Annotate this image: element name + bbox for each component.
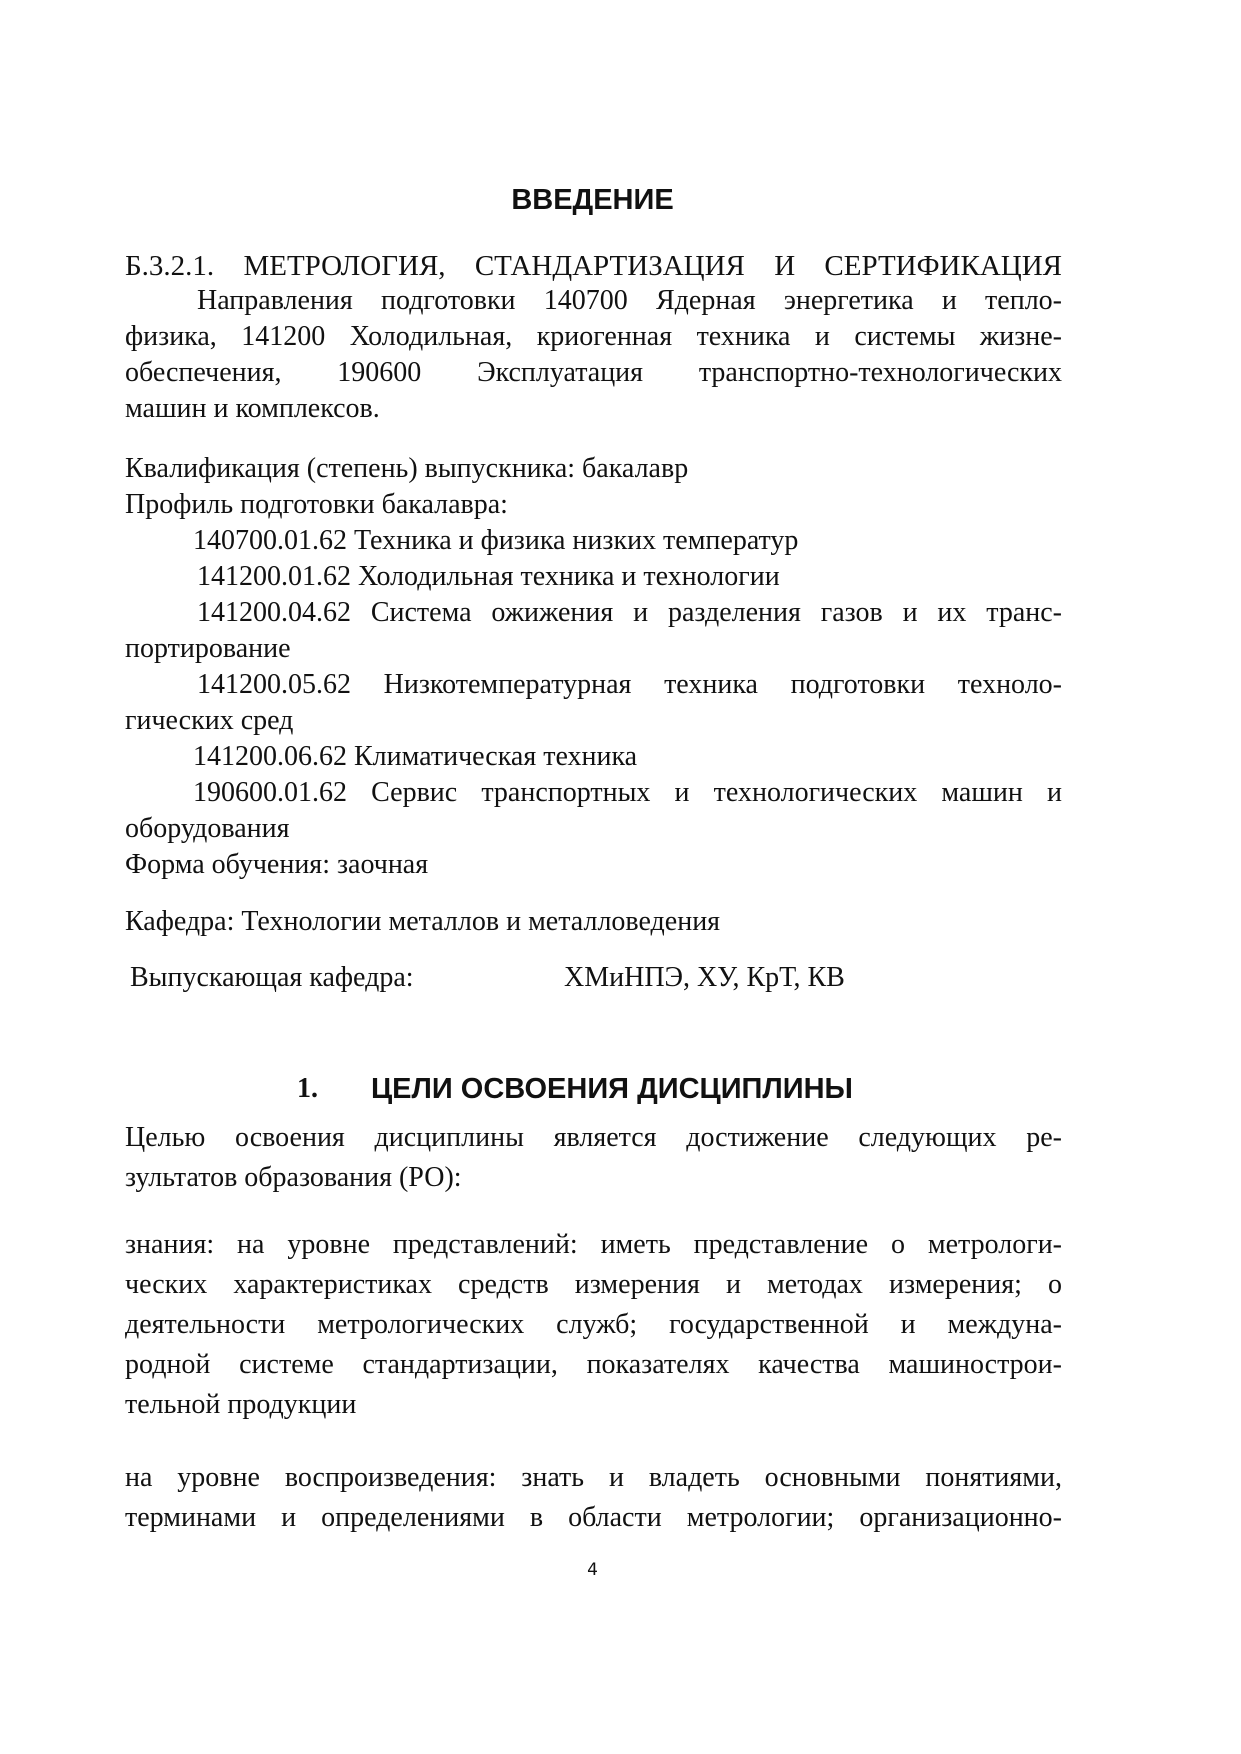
section1-number: 1.	[297, 1073, 318, 1104]
directions-paragraph	[125, 283, 1062, 427]
reproduction-line: терминами и определениями в области метрологии; организационно-	[125, 1502, 1062, 1533]
profile-item-continuation: оборудования	[125, 813, 290, 844]
profile-item: 141200.06.62 Климатическая техника	[193, 741, 638, 772]
intro-heading: ВВЕДЕНИЕ	[511, 184, 674, 216]
knowledge-paragraph	[125, 1225, 1062, 1425]
directions-line: Направления подготовки 140700 Ядерная энергетика и тепло-	[197, 285, 1062, 316]
knowledge-line: ческих характеристиках средств измерения и методах измерения; о	[125, 1269, 1062, 1300]
reproduction-line: на уровне воспроизведения: знать и владеть основными понятиями,	[125, 1462, 1062, 1493]
course-title: Б.3.2.1. МЕТРОЛОГИЯ, СТАНДАРТИЗАЦИЯ И СЕРТИФИКАЦИЯ	[125, 250, 1062, 282]
directions-line: физика, 141200 Холодильная, криогенная техника и системы жизне-	[125, 321, 1062, 352]
profiles-list	[125, 523, 1062, 847]
profile-item: 141200.01.62 Холодильная техника и технологии	[197, 561, 780, 592]
goal-intro-paragraph	[125, 1118, 1062, 1198]
qualification: Квалификация (степень) выпускника: бакалавр	[125, 453, 689, 484]
section1-heading: ЦЕЛИ ОСВОЕНИЯ ДИСЦИПЛИНЫ	[371, 1073, 853, 1105]
reproduction-paragraph	[125, 1458, 1062, 1538]
directions-line: машин и комплексов.	[125, 393, 380, 424]
page-number: 4	[587, 1560, 598, 1580]
directions-line: обеспечения, 190600 Эксплуатация транспортно-технологических	[125, 357, 1062, 388]
knowledge-line: тельной продукции	[125, 1389, 357, 1420]
profile-item-continuation: гических сред	[125, 705, 294, 736]
profile-label: Профиль подготовки бакалавра:	[125, 489, 508, 520]
knowledge-line: родной системе стандартизации, показателях качества машинострои-	[125, 1349, 1062, 1380]
knowledge-line: деятельности метрологических служб; государственной и междуна-	[125, 1309, 1062, 1340]
profile-item: 141200.05.62 Низкотемпературная техника подготовки техноло-	[197, 669, 1062, 700]
profile-item: 141200.04.62 Система ожижения и разделения газов и их транс-	[197, 597, 1062, 628]
profile-item: 140700.01.62 Техника и физика низких температур	[193, 525, 799, 556]
goal-intro-line: Целью освоения дисциплины является достижение следующих ре-	[125, 1122, 1062, 1153]
department: Кафедра: Технологии металлов и металловедения	[125, 906, 721, 937]
profile-item-continuation: портирование	[125, 633, 291, 664]
goal-intro-line: зультатов образования (РО):	[125, 1162, 462, 1193]
profile-item: 190600.01.62 Сервис транспортных и технологических машин и	[193, 777, 1062, 808]
knowledge-line: знания: на уровне представлений: иметь представление о метрологи-	[125, 1229, 1062, 1260]
issuing-department-label: Выпускающая кафедра:	[130, 962, 414, 993]
study-form: Форма обучения: заочная	[125, 849, 429, 880]
issuing-department-value: ХМиНПЭ, ХУ, КрТ, КВ	[564, 962, 845, 993]
